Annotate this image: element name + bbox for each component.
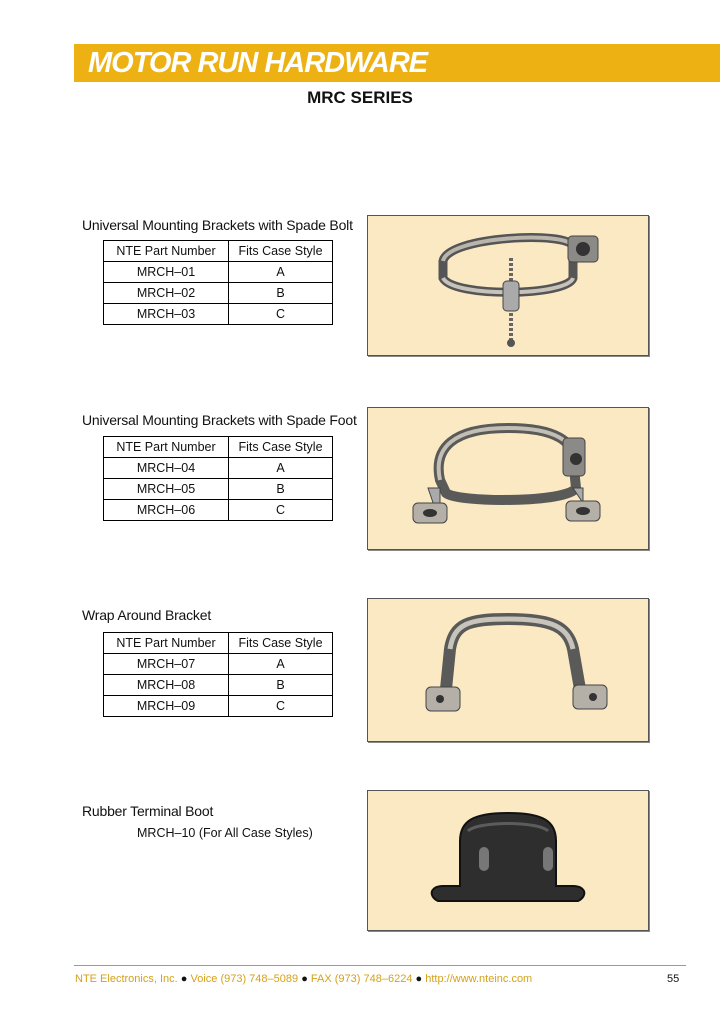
wrap-around-bracket-photo [367, 598, 649, 742]
case-style: A [229, 654, 333, 675]
case-style: C [229, 500, 333, 521]
parts-table-wrap-around [103, 632, 333, 717]
table-row [104, 675, 333, 696]
part-number: MRCH–02 [104, 283, 229, 304]
column-header: NTE Part Number [104, 241, 229, 262]
rubber-boot-part-note: MRCH–10 (For All Case Styles) [137, 826, 313, 840]
table-row [104, 458, 333, 479]
case-style: B [229, 675, 333, 696]
spade-bolt-bracket-icon [368, 216, 648, 355]
part-number: MRCH–05 [104, 479, 229, 500]
case-style: A [229, 262, 333, 283]
footer-fax: FAX (973) 748–6224 [310, 973, 413, 985]
page-title: MOTOR RUN HARDWARE [88, 47, 428, 79]
table-row [104, 500, 333, 521]
case-style: B [229, 283, 333, 304]
case-style: C [229, 304, 333, 325]
table-row [104, 283, 333, 304]
section-heading-spade-bolt: Universal Mounting Brackets with Spade Bolt [82, 217, 353, 233]
part-number: MRCH–03 [104, 304, 229, 325]
column-header: NTE Part Number [104, 437, 229, 458]
spade-foot-bracket-photo [367, 407, 649, 550]
table-row [104, 479, 333, 500]
footer-voice: Voice (973) 748–5089 [190, 973, 299, 985]
part-number: MRCH–08 [104, 675, 229, 696]
table-row [104, 654, 333, 675]
rubber-terminal-boot-icon [368, 791, 648, 930]
case-style: C [229, 696, 333, 717]
section-heading-wrap-around: Wrap Around Bracket [82, 607, 212, 623]
section-heading-rubber-boot: Rubber Terminal Boot [82, 803, 214, 819]
column-header: Fits Case Style [229, 241, 333, 262]
spade-bolt-bracket-photo [367, 215, 649, 356]
part-number: MRCH–06 [104, 500, 229, 521]
column-header: Fits Case Style [229, 633, 333, 654]
spade-foot-bracket-icon [368, 408, 648, 549]
footer-divider [74, 965, 686, 966]
page-number: 55 [667, 973, 680, 985]
parts-table-spade-bolt [103, 240, 333, 325]
wrap-around-bracket-icon [368, 599, 648, 741]
footer-company: NTE Electronics, Inc. [75, 973, 178, 985]
table-row [104, 262, 333, 283]
footer-website-link[interactable]: http://www.nteinc.com [425, 973, 533, 985]
case-style: B [229, 479, 333, 500]
part-number: MRCH–07 [104, 654, 229, 675]
bullet-icon: ● [301, 973, 308, 985]
title-banner [74, 44, 720, 82]
case-style: A [229, 458, 333, 479]
table-row [104, 304, 333, 325]
table-row [104, 696, 333, 717]
series-title: MRC SERIES [307, 88, 413, 107]
part-number: MRCH–09 [104, 696, 229, 717]
section-heading-spade-foot: Universal Mounting Brackets with Spade Foot [82, 412, 357, 428]
bullet-icon: ● [180, 973, 188, 985]
column-header: NTE Part Number [104, 633, 229, 654]
footer-contact [75, 973, 532, 985]
rubber-terminal-boot-photo [367, 790, 649, 931]
column-header: Fits Case Style [229, 437, 333, 458]
parts-table-spade-foot [103, 436, 333, 521]
part-number: MRCH–04 [104, 458, 229, 479]
part-number: MRCH–01 [104, 262, 229, 283]
bullet-icon: ● [415, 973, 423, 985]
